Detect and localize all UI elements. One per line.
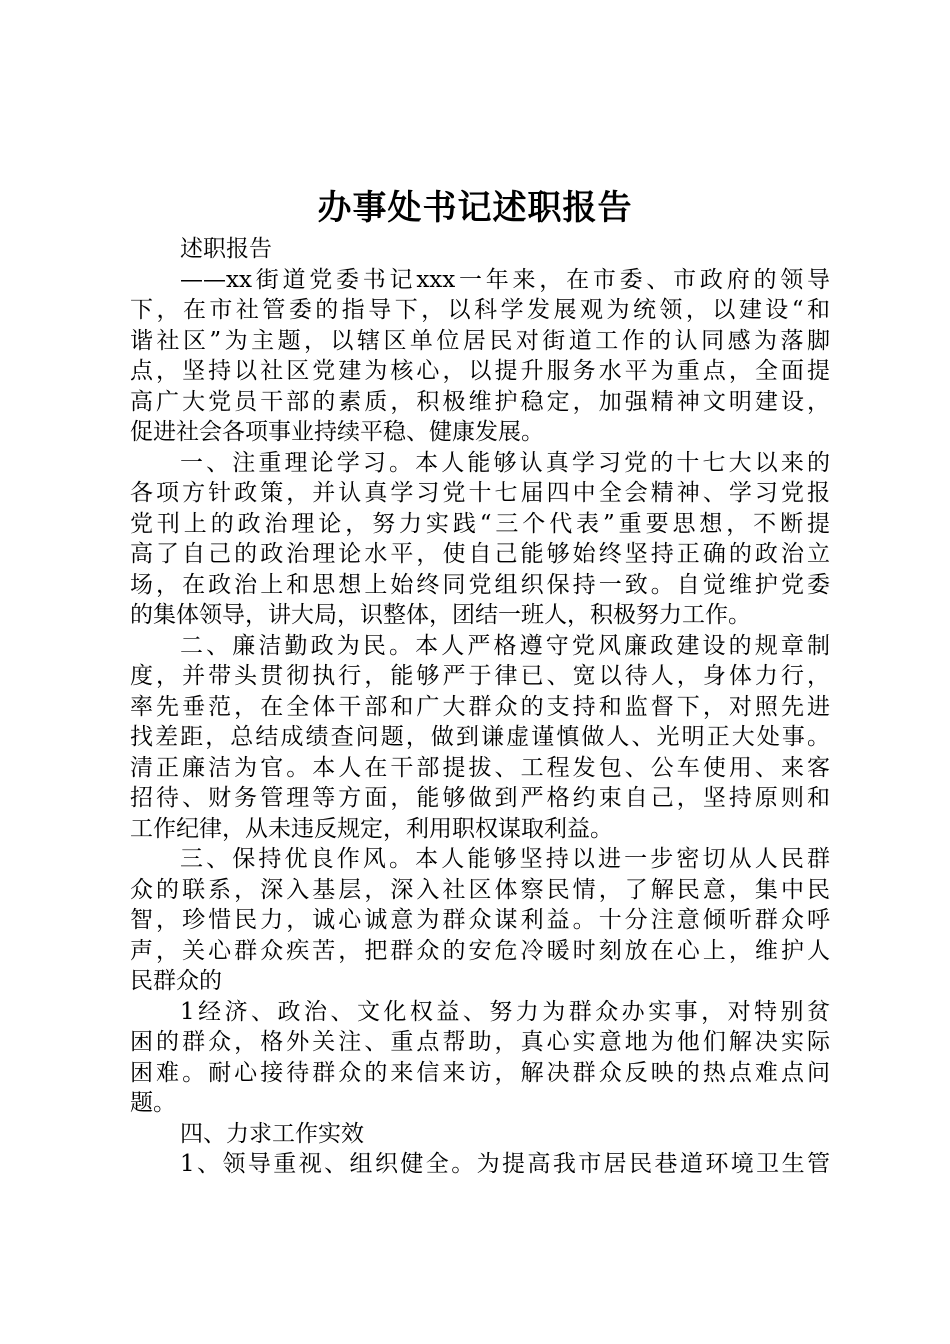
- body-line: 谐社区”为主题，以辖区单位居民对街道工作的认同感为落脚: [130, 327, 830, 354]
- body-line: 民群众的: [130, 968, 222, 994]
- body-line: 场，在政治上和思想上始终同党组织保持一致。自觉维护党委: [130, 571, 830, 598]
- body-line: 一、注重理论学习。本人能够认真学习党的十七大以来的: [180, 449, 830, 476]
- body-line: 下，在市社管委的指导下，以科学发展观为统领，以建设“和: [130, 297, 830, 323]
- body-line: 清正廉洁为官。本人在干部提拔、工程发包、公车使用、来客: [130, 754, 830, 781]
- body-line: 招待、财务管理等方面，能够做到严格约束自己，坚持原则和: [130, 785, 830, 811]
- body-line: 智，珍惜民力，诚心诚意为群众谋利益。十分注意倾听群众呼: [130, 907, 830, 933]
- body-line: 度，并带头贯彻执行，能够严于律已、宽以待人，身体力行，: [130, 663, 830, 689]
- body-line: 困难。耐心接待群众的来信来访，解决群众反映的热点难点问: [130, 1059, 830, 1086]
- body-line: 述职报告: [180, 236, 272, 262]
- body-line: 各项方针政策，并认真学习党十七届四中全会精神、学习党报: [130, 480, 830, 506]
- body-line: 高了自己的政治理论水平，使自己能够始终坚持正确的政治立: [130, 541, 830, 567]
- body-line: ——xx街道党委书记xxx一年来，在市委、市政府的领导: [180, 266, 830, 293]
- body-line: 声，关心群众疾苦，把群众的安危冷暖时刻放在心上，维护人: [130, 937, 830, 964]
- body-line: 点，坚持以社区党建为核心，以提升服务水平为重点，全面提: [130, 358, 830, 384]
- document-title: 办事处书记述职报告: [317, 188, 633, 228]
- body-line: 题。: [130, 1090, 176, 1116]
- body-line: 四、力求工作实效: [180, 1120, 364, 1147]
- body-line: 1经济、政治、文化权益、努力为群众办实事，对特别贫: [180, 998, 830, 1025]
- body-line: 1、领导重视、组织健全。为提高我市居民巷道环境卫生管: [180, 1151, 830, 1177]
- body-line: 众的联系，深入基层，深入社区体察民情，了解民意，集中民: [130, 876, 830, 903]
- body-line: 高广大党员干部的素质，积极维护稳定，加强精神文明建设，: [130, 388, 830, 415]
- body-line: 党刊上的政治理论，努力实践“三个代表”重要思想，不断提: [130, 510, 830, 537]
- body-line: 二、廉洁勤政为民。本人严格遵守党风廉政建设的规章制: [180, 632, 830, 659]
- body-line: 促进社会各项事业持续平稳、健康发展。: [130, 419, 544, 445]
- document-body: [130, 234, 830, 1180]
- body-line: 困的群众，格外关注、重点帮助，真心实意地为他们解决实际: [130, 1029, 830, 1055]
- body-line: 的集体领导，讲大局，识整体，团结一班人，积极努力工作。: [130, 602, 751, 628]
- body-line: 工作纪律，从未违反规定，利用职权谋取利益。: [130, 815, 613, 842]
- body-line: 率先垂范，在全体干部和广大群众的支持和监督下，对照先进: [130, 693, 830, 720]
- body-line: 找差距，总结成绩查问题，做到谦虚谨慎做人、光明正大处事。: [130, 724, 830, 750]
- body-line: 三、保持优良作风。本人能够坚持以进一步密切从人民群: [180, 846, 830, 872]
